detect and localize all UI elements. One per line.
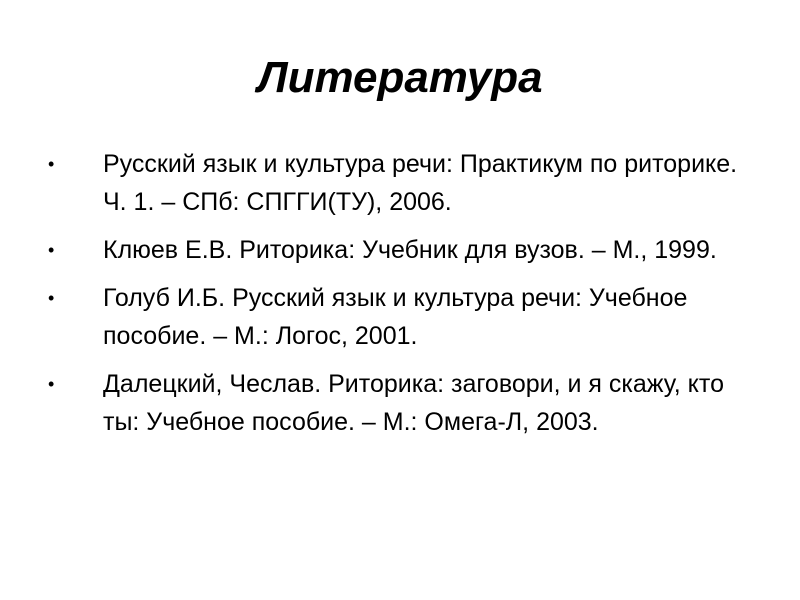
list-item-text: Голуб И.Б. Русский язык и культура речи: Учебное пособие. – М.: Логос, 2001. bbox=[103, 284, 688, 350]
list-item-text: Клюев Е.В. Риторика: Учебник для вузов. – М., 1999. bbox=[103, 236, 717, 264]
bullet-icon: • bbox=[48, 374, 55, 394]
list-item bbox=[48, 279, 748, 355]
bullet-icon: • bbox=[48, 288, 55, 308]
list-item-text: Русский язык и культура речи: Практикум по риторике. Ч. 1. – СПб: СПГГИ(ТУ), 2006. bbox=[103, 150, 738, 216]
list-item-text: Далецкий, Чеслав. Риторика: заговори, и я скажу, кто ты: Учебное пособие. – М.: Омега-Л, 2003. bbox=[103, 370, 724, 436]
list-item bbox=[48, 231, 748, 269]
bullet-icon: • bbox=[48, 240, 55, 260]
list-item bbox=[48, 145, 748, 221]
slide-title: Литература bbox=[257, 53, 543, 102]
list-item bbox=[48, 365, 748, 441]
bullet-icon: • bbox=[48, 154, 55, 174]
bibliography-list bbox=[48, 145, 748, 451]
